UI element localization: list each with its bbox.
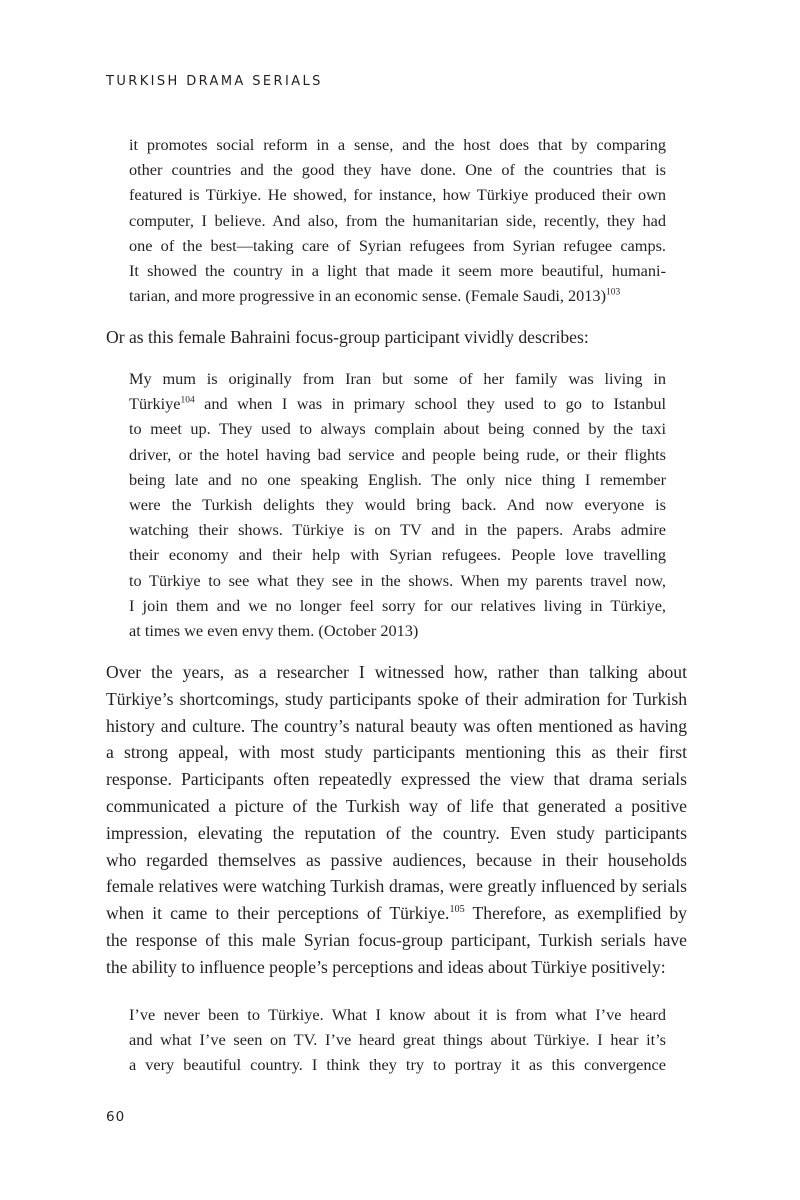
footnote-ref-103: 103 bbox=[606, 287, 621, 298]
body-line: the ability to influence people’s perceptions and ideas about Türkiye positively: bbox=[106, 956, 666, 977]
running-head: TURKISH DRAMA SERIALS bbox=[106, 74, 323, 89]
body-line: who regarded themselves as passive audiences, because in their households bbox=[106, 849, 687, 870]
quote-line: featured is Türkiye. He showed, for instance, how Türkiye produced their own bbox=[129, 185, 666, 205]
quote-text: and when I was in primary school they used to go to Istanbul bbox=[194, 394, 666, 414]
quote-line: I join them and we no longer feel sorry for our relatives living in Türkiye, bbox=[129, 595, 666, 615]
quote-text: tarian, and more progressive in an economic sense. (Female Saudi, 2013) bbox=[129, 286, 606, 306]
quote-line: a very beautiful country. I think they try to portray it as this convergence bbox=[129, 1055, 666, 1075]
body-line: impression, elevating the reputation of the country. Even study participants bbox=[106, 822, 687, 843]
quote-line: were the Turkish delights they would bring back. And now everyone is bbox=[129, 494, 666, 514]
quote-line: to Türkiye to see what they see in the shows. When my parents travel now, bbox=[129, 570, 666, 590]
body-line: female relatives were watching Turkish dramas, were greatly influenced by serials bbox=[106, 876, 687, 897]
quote-line: their economy and their help with Syrian refugees. People love travelling bbox=[129, 545, 666, 565]
quote-line: My mum is originally from Iran but some of her family was living in bbox=[129, 369, 666, 388]
body-line bbox=[106, 900, 687, 927]
quote-line bbox=[129, 391, 666, 416]
block-quote-bahraini bbox=[129, 366, 666, 643]
quote-line: being late and no one speaking English. The only nice thing I remember bbox=[129, 469, 666, 489]
body-text: when it came to their perceptions of Türkiye. bbox=[106, 903, 450, 924]
block-quote-syrian bbox=[129, 1002, 666, 1078]
quote-line: at times we even envy them. (October 2013) bbox=[129, 620, 419, 640]
body-line: Over the years, as a researcher I witnessed how, rather than talking about bbox=[106, 662, 687, 682]
quote-line bbox=[129, 283, 666, 308]
body-line: the response of this male Syrian focus-group participant, Turkish serials have bbox=[106, 929, 687, 950]
body-line: Or as this female Bahraini focus-group participant vividly describes: bbox=[106, 327, 589, 347]
block-quote-saudi bbox=[129, 132, 666, 308]
quote-line: to meet up. They used to always complain about being conned by the taxi bbox=[129, 419, 666, 439]
quote-line: driver, or the hotel having bad service and people being rude, or their flights bbox=[129, 444, 666, 464]
quote-line: it promotes social reform in a sense, and the host does that by comparing bbox=[129, 135, 666, 154]
body-line: a strong appeal, with most study participants mentioning this as their first bbox=[106, 742, 687, 763]
quote-line: other countries and the good they have done. One of the countries that is bbox=[129, 160, 666, 180]
quote-line: computer, I believe. And also, from the humanitarian side, recently, they had bbox=[129, 210, 666, 230]
quote-line: and what I’ve seen on TV. I’ve heard great things about Türkiye. I hear it’s bbox=[129, 1030, 666, 1050]
page-number: 60 bbox=[106, 1109, 126, 1125]
quote-line: It showed the country in a light that made it seem more beautiful, humani- bbox=[129, 260, 666, 280]
intro-paragraph bbox=[106, 324, 687, 351]
quote-line: I’ve never been to Türkiye. What I know about it is from what I’ve heard bbox=[129, 1005, 666, 1024]
footnote-ref-105: 105 bbox=[449, 904, 465, 916]
body-line: history and culture. The country’s natural beauty was often mentioned as having bbox=[106, 715, 687, 736]
body-line: communicated a picture of the Turkish way of life that generated a positive bbox=[106, 795, 687, 816]
quote-line: one of the best—taking care of Syrian refugees from Syrian refugee camps. bbox=[129, 235, 666, 255]
footnote-ref-104: 104 bbox=[180, 395, 195, 406]
quote-line: watching their shows. Türkiye is on TV and in the papers. Arabs admire bbox=[129, 520, 666, 540]
main-paragraph bbox=[106, 659, 687, 981]
body-line: Türkiye’s shortcomings, study participants spoke of their admiration for Turkish bbox=[106, 688, 687, 709]
body-line: response. Participants often repeatedly expressed the view that drama serials bbox=[106, 769, 687, 790]
body-text: Therefore, as exemplified by bbox=[464, 903, 687, 924]
quote-text: Türkiye bbox=[129, 394, 181, 414]
